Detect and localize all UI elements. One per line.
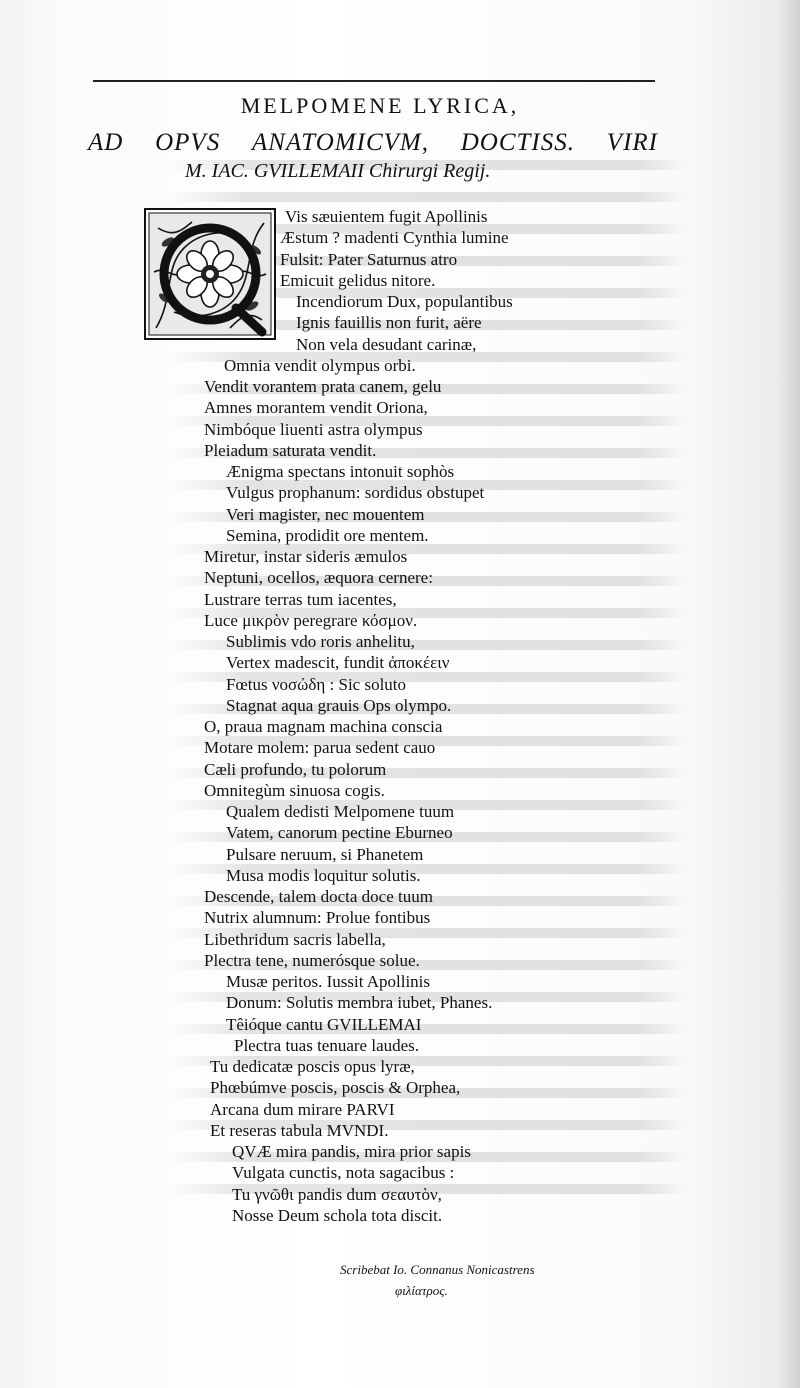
signature-line-1: Scribebat Io. Connanus Nonicastrens (340, 1262, 535, 1277)
running-head: MELPOMENE LYRICA, (240, 93, 520, 118)
poem-line: Fœtus νοσώδη : Sic soluto (226, 674, 407, 694)
poem-title-line-2: M. IAC. GVILLEMAII Chirurgi Regij. (185, 160, 491, 182)
poem-line: Libethridum sacris labella, (204, 929, 386, 949)
poem-line: Incendiorum Dux, populantibus (296, 292, 513, 311)
poem-line: Ænigma spectans intonuit sophòs (226, 462, 455, 481)
poem-line: O, praua magnam machina conscia (204, 717, 443, 736)
poem-line: Pulsare neruum, si Phanetem (226, 844, 424, 864)
title-word: AD (88, 129, 124, 156)
title-word: OPVS (155, 129, 221, 156)
poem-line: Stagnat aqua grauis Ops olympo. (226, 695, 452, 715)
signature-line-2: φιλίατρος. (395, 1283, 448, 1298)
poem-line: Nimbóque liuenti astra olympus (204, 419, 423, 439)
poem-line: Qualem dedisti Melpomene tuum (226, 802, 455, 821)
poem-line: Lustrare terras tum iacentes, (204, 589, 397, 609)
poem-line: Veri magister, nec mouentem (226, 504, 425, 524)
poem-line: Vertex madescit, fundit ἀποκέειν (226, 653, 450, 673)
poem-line: Vulgata cunctis, nota sagacibus : (232, 1163, 455, 1183)
poem-line: Motare molem: parua sedent cauo (204, 738, 436, 758)
poem-line: Musa modis loquitur solutis. (226, 865, 421, 885)
poem-line: Vendit vorantem prata canem, gelu (204, 377, 442, 396)
poem-line: Descende, talem docta doce tuum (204, 887, 433, 906)
poem-line: Arcana dum mirare PARVI (210, 1099, 395, 1119)
poem-line: Plectra tene, numerósque solue. (204, 950, 420, 970)
title-word: VIRI (606, 129, 658, 156)
poem-line: Cæli profundo, tu polorum (204, 759, 387, 779)
poem-line: Ignis fauillis non furit, aëre (296, 313, 482, 333)
title-word: ANATOMICVM, (252, 129, 429, 156)
poem-line: Nosse Deum schola tota discit. (232, 1205, 443, 1225)
poem-line: Omnitegùm sinuosa cogis. (204, 780, 385, 800)
poem-line: Miretur, instar sideris æmulos (204, 547, 408, 566)
poem-line: Luce μικρὸν peregrare κόσμον. (204, 610, 418, 630)
poem-line: Tu γνῶθι pandis dum σεαυτὸν, (232, 1184, 442, 1204)
poem-line: Æstum ? madenti Cynthia lumine (280, 228, 509, 248)
poem-line: Plectra tuas tenuare laudes. (234, 1035, 420, 1055)
poem-line: Phœbúmve poscis, poscis & Orphea, (210, 1078, 461, 1098)
poem-line: Emicuit gelidus nitore. (280, 270, 436, 290)
poem-line: Non vela desudant carinæ, (296, 334, 477, 354)
poem-line: Amnes morantem vendit Oriona, (204, 398, 428, 418)
poem-line: Nutrix alumnum: Prolue fontibus (204, 908, 431, 928)
poem-line: Omnia vendit olympus orbi. (224, 355, 416, 375)
poem-line: QVÆ mira pandis, mira prior sapis (232, 1142, 471, 1161)
poem-line: Vis sæuientem fugit Apollinis (285, 207, 488, 226)
poem-line: Et reseras tabula MVNDI. (210, 1120, 389, 1140)
poem-line: Pleiadum saturata vendit. (204, 440, 377, 460)
poem-line: Vulgus prophanum: sordidus obstupet (226, 483, 485, 503)
poem-line: Donum: Solutis membra iubet, Phanes. (226, 993, 493, 1013)
poem-line: Vatem, canorum pectine Eburneo (226, 823, 453, 843)
poem-line: Neptuni, ocellos, æquora cernere: (204, 568, 433, 588)
title-word: DOCTISS. (460, 129, 576, 156)
poem-line: Fulsit: Pater Saturnus atro (280, 249, 458, 269)
poem-line: Têióque cantu GVILLEMAI (226, 1014, 422, 1034)
poem-line: Musæ peritos. Iussit Apollinis (226, 972, 431, 991)
poem-line: Sublimis vdo roris anhelitu, (226, 632, 415, 651)
poem-line: Semina, prodidit ore mentem. (226, 525, 429, 545)
poem-line: Tu dedicatæ poscis opus lyræ, (210, 1057, 415, 1076)
